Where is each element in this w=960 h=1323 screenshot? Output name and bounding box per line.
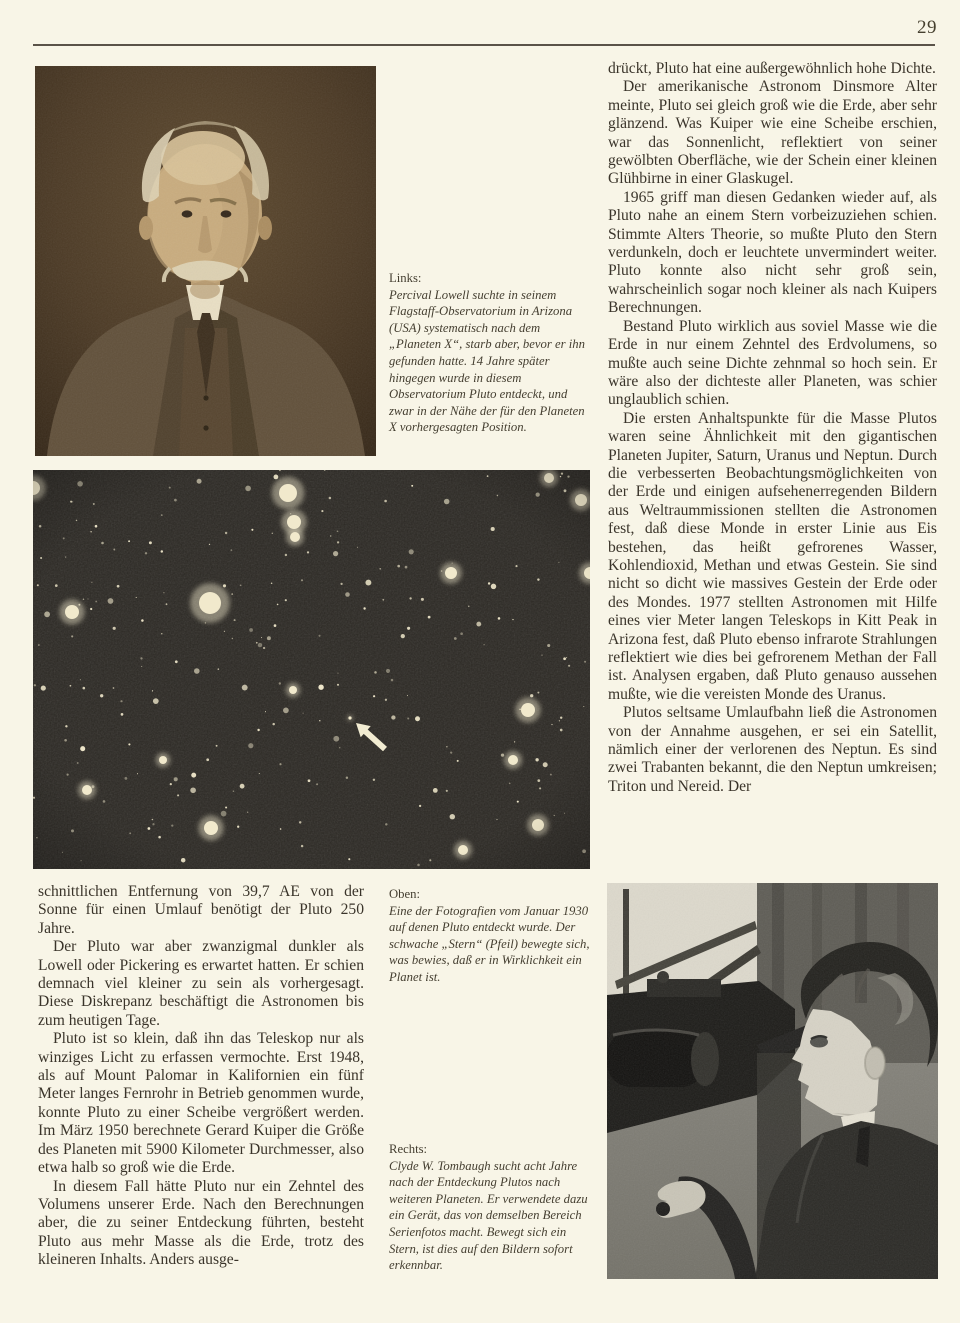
- body-paragraph: schnittlichen Entfernung von 39,7 AE von der Sonne für einen Umlauf benötigt der Pluto 250 Jahre.: [38, 883, 364, 937]
- body-paragraph: In diesem Fall hätte Pluto nur ein Zehntel des Volumens unserer Erde. Nach den Berechnungen aber, die zu seiner Entdeckung führten, besteht Pluto aus mehr Masse als die Erde, trotz des kleineren Inhalts. Anders ausge-: [38, 1177, 364, 1269]
- body-paragraph: Der amerikanische Astronom Dinsmore Alter meinte, Pluto sei gleich groß wie die Erde, aber sehr glänzend. Was Kuiper wie eine Scheibe erschien, war das Sonnenlicht, reflektiert von seiner gewölbten Oberfläche, wie der Schein einer kleinen Glühbirne in einer Glaskugel.: [608, 78, 937, 188]
- body-paragraph: Pluto ist so klein, daß ihn das Teleskop nur als winziges Licht zu erfassen vermochte. Erst 1948, als auf Mount Palomar in Kalifornien ein fünf Meter langes Fernrohr in Betrieb genommen wurde, konnte Pluto zu einer Scheibe vergrößert werden. Im März 1950 berechnete Gerard Kuiper die Größe des Planeten mit 5900 Kilometer Durchmesser, also etwa halb so groß wie die Erde.: [38, 1030, 364, 1177]
- main-text-left-column: [38, 883, 364, 1270]
- page-number: 29: [917, 17, 937, 38]
- caption-oben-text: Eine der Fotografien vom Januar 1930 auf denen Pluto entdeckt wurde. Der schwache „Stern“ (Pfeil) bewegte sich, was bewies, daß er in Wirklichkeit ein Planet ist.: [389, 903, 590, 984]
- main-text-right-column: [608, 60, 937, 796]
- body-paragraph: Der Pluto war aber zwanzigmal dunkler als Lowell oder Pickering es erwartet hatten. Er schien demnach viel kleiner zu sein als vorhergesagt. Diese Diskrepanz beschäftigt die Astronomen bis zum heutigen Tage.: [38, 938, 364, 1029]
- caption-rechts-label: Rechts:: [389, 1142, 428, 1156]
- caption-rechts: [389, 1141, 590, 1274]
- caption-links: [389, 270, 590, 436]
- photo-clyde-tombaugh: [607, 883, 938, 1279]
- photo-pluto-discovery-plate: [33, 470, 590, 869]
- body-paragraph: Plutos seltsame Umlaufbahn ließ die Astronomen von der Annahme ausgehen, er sei ein Satellit, nämlich einer der verlorenen des Neptun. Es sind zwei Trabanten bekannt, die den Neptun umkreisen; Triton und Nereid. Der: [608, 704, 937, 795]
- caption-links-label: Links:: [389, 271, 422, 285]
- portrait-illustration: [35, 66, 376, 456]
- caption-oben: [389, 886, 590, 986]
- header-rule: [33, 44, 935, 46]
- body-paragraph: Bestand Pluto wirklich aus soviel Masse wie die Erde in nur einem Zehntel des Erdvolumens, so mußte auch seine Dichte zehnmal so hoch sein. Er wäre also der dichteste aller Planeten, was schier unglaublich schien.: [608, 317, 937, 409]
- caption-links-text: Percival Lowell suchte in seinem Flagstaff-Observatorium in Arizona (USA) systematisch nach dem „Planeten X“, starb aber, bevor er ihn gefunden hatte. 14 Jahre später hingegen wurde in diesem Observatorium Pluto entdeckt, und zwar in der Nähe der für den Planeten X vorhergesagten Position.: [389, 287, 585, 435]
- body-paragraph: 1965 griff man diesen Gedanken wieder auf, als Pluto nahe an einem Stern vorbeizuziehen schien. Stimmte Alters Theorie, so mußte Pluto den Stern verdunkeln, doch er leuchtete unvermindert weiter. Pluto konnte also nicht sehr groß sein, wahrscheinlich sogar noch kleiner als nach Kuipers Berechnungen.: [608, 188, 937, 317]
- tombaugh-illustration: [607, 883, 938, 1279]
- body-paragraph: Die ersten Anhaltspunkte für die Masse Plutos waren seine Ähnlichkeit mit den gigantischen Planeten Jupiter, Saturn, Uranus und Neptun. Durch die verbesserten Beobachtungsmöglichkeiten von der Erde und einigen aufsehenerregenden Bildern aus Weltraummissionen stellten die Astronomen fest, daß diese Monde in erster Linie aus Eis bestehen, das heißt gefrorenes Wasser, Kohlendioxid, Methan und etwas Gestein. Sie sind nicht so dicht wie massives Gestein der Erde oder des Mondes. 1977 stellten Astronomen mit Hilfe eines vier Meter langen Teleskops in Kitt Peak in Arizona fest, daß Pluto ebenso infrarote Strahlungen reflektiert wie dies bei gefrorenem Methan der Fall ist. Analysen ergaben, daß Pluto genauso aussehen mußte, wie die vereisten Monde des Uranus.: [608, 409, 937, 703]
- caption-oben-label: Oben:: [389, 887, 421, 901]
- starfield-illustration: [33, 470, 590, 869]
- caption-rechts-text: Clyde W. Tombaugh sucht acht Jahre nach der Entdeckung Plutos nach weiteren Planeten. Er verwendete dazu ein Gerät, das von demselben Bereich Serienfotos macht. Bewegt sich ein Stern, ist dies auf den Bildern sofort erkennbar.: [389, 1158, 588, 1273]
- photo-percival-lowell: [35, 66, 376, 456]
- body-paragraph: drückt, Pluto hat eine außergewöhnlich hohe Dichte.: [608, 60, 936, 77]
